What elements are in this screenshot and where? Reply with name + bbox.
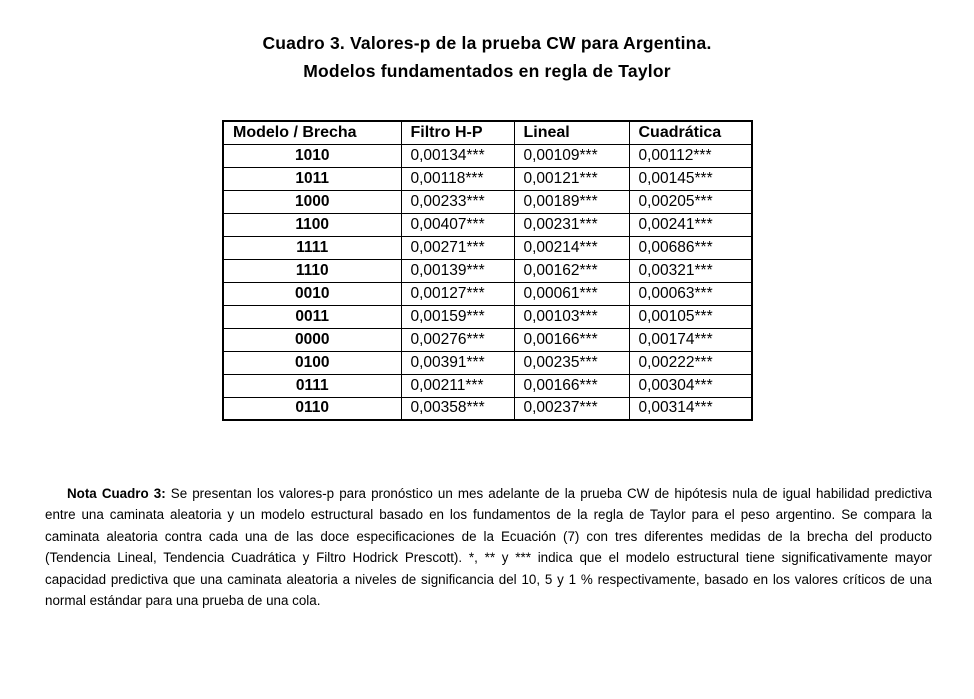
table-row bbox=[223, 397, 752, 420]
value-cell: 0,00105*** bbox=[629, 305, 752, 328]
value-cell: 0,00237*** bbox=[514, 397, 629, 420]
table-row bbox=[223, 305, 752, 328]
table-row bbox=[223, 213, 752, 236]
value-cell: 0,00214*** bbox=[514, 236, 629, 259]
value-cell: 0,00407*** bbox=[401, 213, 514, 236]
value-cell: 0,00205*** bbox=[629, 190, 752, 213]
table-note bbox=[45, 483, 932, 611]
column-header-lineal: Lineal bbox=[514, 121, 629, 144]
value-cell: 0,00166*** bbox=[514, 328, 629, 351]
model-cell: 1011 bbox=[223, 167, 401, 190]
table-row bbox=[223, 259, 752, 282]
value-cell: 0,00189*** bbox=[514, 190, 629, 213]
value-cell: 0,00231*** bbox=[514, 213, 629, 236]
model-cell: 1110 bbox=[223, 259, 401, 282]
value-cell: 0,00304*** bbox=[629, 374, 752, 397]
model-cell: 0000 bbox=[223, 328, 401, 351]
value-cell: 0,00061*** bbox=[514, 282, 629, 305]
value-cell: 0,00121*** bbox=[514, 167, 629, 190]
table-row bbox=[223, 328, 752, 351]
value-cell: 0,00241*** bbox=[629, 213, 752, 236]
value-cell: 0,00063*** bbox=[629, 282, 752, 305]
pvalues-table bbox=[222, 120, 753, 421]
title-line-2: Modelos fundamentados en regla de Taylor bbox=[303, 61, 671, 81]
table-title bbox=[0, 29, 974, 85]
note-label: Nota Cuadro 3: bbox=[67, 486, 166, 501]
column-header-filtro-hp: Filtro H-P bbox=[401, 121, 514, 144]
value-cell: 0,00134*** bbox=[401, 144, 514, 167]
value-cell: 0,00391*** bbox=[401, 351, 514, 374]
value-cell: 0,00276*** bbox=[401, 328, 514, 351]
model-cell: 0100 bbox=[223, 351, 401, 374]
model-cell: 1000 bbox=[223, 190, 401, 213]
table-row bbox=[223, 144, 752, 167]
value-cell: 0,00112*** bbox=[629, 144, 752, 167]
value-cell: 0,00233*** bbox=[401, 190, 514, 213]
table-row bbox=[223, 236, 752, 259]
model-cell: 0011 bbox=[223, 305, 401, 328]
column-header-cuadratica: Cuadrática bbox=[629, 121, 752, 144]
model-cell: 1111 bbox=[223, 236, 401, 259]
value-cell: 0,00211*** bbox=[401, 374, 514, 397]
value-cell: 0,00271*** bbox=[401, 236, 514, 259]
value-cell: 0,00358*** bbox=[401, 397, 514, 420]
title-line-1: Cuadro 3. Valores-p de la prueba CW para Argentina. bbox=[262, 33, 712, 53]
table-row bbox=[223, 190, 752, 213]
table-row bbox=[223, 351, 752, 374]
value-cell: 0,00139*** bbox=[401, 259, 514, 282]
model-cell: 1100 bbox=[223, 213, 401, 236]
value-cell: 0,00166*** bbox=[514, 374, 629, 397]
value-cell: 0,00174*** bbox=[629, 328, 752, 351]
value-cell: 0,00321*** bbox=[629, 259, 752, 282]
model-cell: 0110 bbox=[223, 397, 401, 420]
value-cell: 0,00109*** bbox=[514, 144, 629, 167]
column-header-modelo-brecha: Modelo / Brecha bbox=[223, 121, 401, 144]
value-cell: 0,00145*** bbox=[629, 167, 752, 190]
model-cell: 0010 bbox=[223, 282, 401, 305]
value-cell: 0,00314*** bbox=[629, 397, 752, 420]
value-cell: 0,00235*** bbox=[514, 351, 629, 374]
model-cell: 1010 bbox=[223, 144, 401, 167]
value-cell: 0,00159*** bbox=[401, 305, 514, 328]
table-row bbox=[223, 282, 752, 305]
table-row bbox=[223, 167, 752, 190]
value-cell: 0,00103*** bbox=[514, 305, 629, 328]
value-cell: 0,00222*** bbox=[629, 351, 752, 374]
value-cell: 0,00118*** bbox=[401, 167, 514, 190]
value-cell: 0,00686*** bbox=[629, 236, 752, 259]
header-row bbox=[223, 121, 752, 144]
model-cell: 0111 bbox=[223, 374, 401, 397]
table-row bbox=[223, 374, 752, 397]
value-cell: 0,00162*** bbox=[514, 259, 629, 282]
note-text: Se presentan los valores-p para pronóstico un mes adelante de la prueba CW de hipótesis nula de igual habilidad predictiva entre una caminata aleatoria y un modelo estructural basado en los fundamentos de la regla de Taylor para el peso argentino. Se compara la caminata aleatoria contra cada una de las doce especificaciones de la Ecuación (7) con tres diferentes medidas de la brecha del producto (Tendencia Lineal, Tendencia Cuadrática y Filtro Hodrick Prescott). *, ** y *** indica que el modelo estructural tiene significativamente mayor capacidad predictiva que una caminata aleatoria a niveles de significancia del 10, 5 y 1 % respectivamente, basado en los valores críticos de una normal estándar para una prueba de una cola. bbox=[45, 486, 932, 609]
value-cell: 0,00127*** bbox=[401, 282, 514, 305]
